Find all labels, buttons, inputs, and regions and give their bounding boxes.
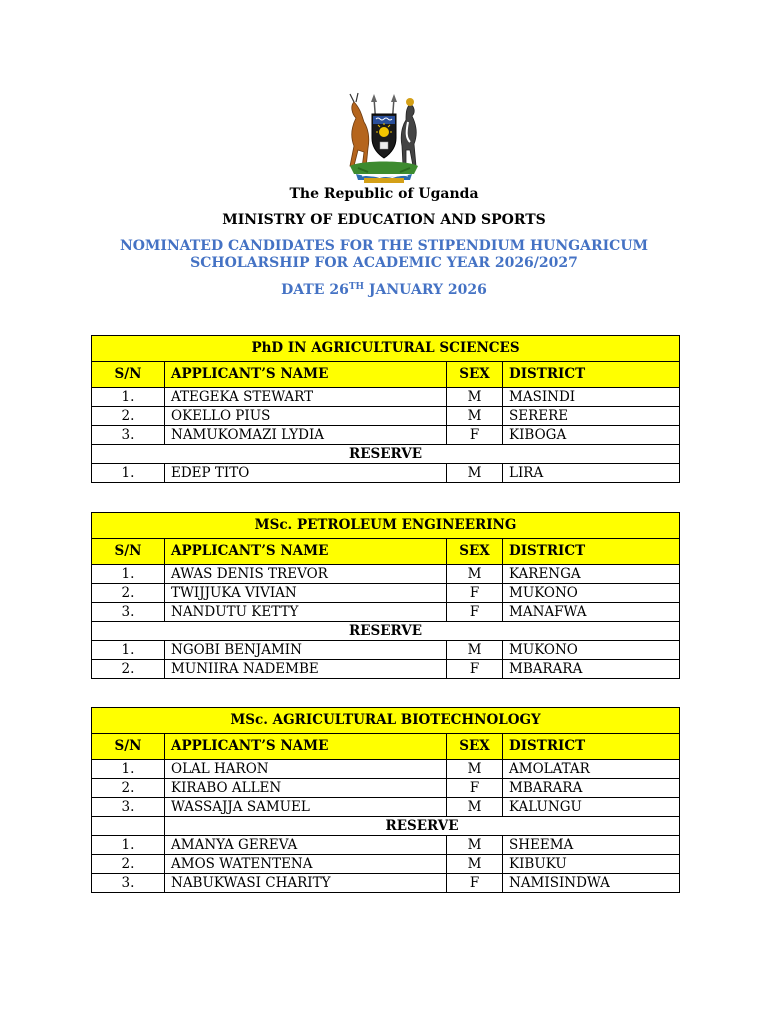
table-header-row (92, 362, 680, 388)
cell-name: KIRABO ALLEN (165, 779, 447, 798)
cell-sex: M (447, 760, 503, 779)
table-row (92, 760, 680, 779)
cell-sex: F (447, 660, 503, 679)
reserve-spacer (92, 817, 165, 836)
cell-sex: F (447, 603, 503, 622)
cell-name: AMOS WATENTENA (165, 855, 447, 874)
table-title-row (92, 336, 680, 362)
cell-sn: 3. (92, 874, 165, 893)
column-header-sn: S/N (92, 362, 165, 388)
cell-sn: 3. (92, 798, 165, 817)
table-row (92, 641, 680, 660)
reserve-label: RESERVE (165, 817, 680, 836)
reserve-label: RESERVE (92, 445, 680, 464)
column-header-sn: S/N (92, 539, 165, 565)
ministry-heading: MINISTRY OF EDUCATION AND SPORTS (222, 212, 546, 228)
table-row (92, 836, 680, 855)
table-row (92, 874, 680, 893)
cell-sn: 1. (92, 836, 165, 855)
column-header-district: DISTRICT (503, 539, 680, 565)
reserve-row (92, 622, 680, 641)
candidates-table (91, 512, 680, 679)
cell-sex: M (447, 641, 503, 660)
cell-name: NGOBI BENJAMIN (165, 641, 447, 660)
cell-sex: M (447, 836, 503, 855)
table-row (92, 779, 680, 798)
cell-sex: M (447, 388, 503, 407)
column-header-sex: SEX (447, 362, 503, 388)
cell-name: NABUKWASI CHARITY (165, 874, 447, 893)
cell-district: AMOLATAR (503, 760, 680, 779)
cell-name: EDEP TITO (165, 464, 447, 483)
cell-name: ATEGEKA STEWART (165, 388, 447, 407)
cell-sn: 3. (92, 426, 165, 445)
document-title-line-1: NOMINATED CANDIDATES FOR THE STIPENDIUM HUNGARICUM (119, 238, 649, 254)
table-title: MSc. AGRICULTURAL BIOTECHNOLOGY (92, 708, 680, 734)
table-header-row (92, 539, 680, 565)
cell-sex: M (447, 407, 503, 426)
cell-sn: 1. (92, 641, 165, 660)
cell-sex: F (447, 874, 503, 893)
coat-of-arms-emblem (340, 92, 428, 184)
cell-name: NANDUTU KETTY (165, 603, 447, 622)
cell-district: KIBUKU (503, 855, 680, 874)
cell-name: OKELLO PIUS (165, 407, 447, 426)
cell-sn: 1. (92, 464, 165, 483)
table-row (92, 464, 680, 483)
cell-district: SHEEMA (503, 836, 680, 855)
cell-district: SERERE (503, 407, 680, 426)
table-header-row (92, 734, 680, 760)
cell-district: MBARARA (503, 660, 680, 679)
cell-name: AMANYA GEREVA (165, 836, 447, 855)
cell-sn: 1. (92, 565, 165, 584)
cell-sex: M (447, 565, 503, 584)
cell-sn: 1. (92, 760, 165, 779)
cell-district: KARENGA (503, 565, 680, 584)
document-title (0, 238, 768, 272)
table-title: MSc. PETROLEUM ENGINEERING (92, 513, 680, 539)
table-row (92, 426, 680, 445)
reserve-row (92, 445, 680, 464)
column-header-name: APPLICANT’S NAME (165, 539, 447, 565)
cell-name: OLAL HARON (165, 760, 447, 779)
candidates-table (91, 335, 680, 483)
cell-name: MUNIIRA NADEMBE (165, 660, 447, 679)
cell-district: MBARARA (503, 779, 680, 798)
date-ordinal: TH (348, 282, 365, 292)
cell-sex: M (447, 798, 503, 817)
cell-district: KIBOGA (503, 426, 680, 445)
cell-district: KALUNGU (503, 798, 680, 817)
table-title: PhD IN AGRICULTURAL SCIENCES (92, 336, 680, 362)
candidates-table (91, 707, 680, 893)
cell-sex: F (447, 426, 503, 445)
cell-name: NAMUKOMAZI LYDIA (165, 426, 447, 445)
cell-sn: 2. (92, 660, 165, 679)
table-title-row (92, 513, 680, 539)
cell-district: LIRA (503, 464, 680, 483)
cell-sex: M (447, 464, 503, 483)
cell-district: MANAFWA (503, 603, 680, 622)
cell-sn: 2. (92, 855, 165, 874)
cell-sn: 1. (92, 388, 165, 407)
column-header-sex: SEX (447, 539, 503, 565)
table-row (92, 798, 680, 817)
reserve-row (92, 817, 680, 836)
table-row (92, 565, 680, 584)
cell-sex: F (447, 584, 503, 603)
table-title-row (92, 708, 680, 734)
date-suffix: JANUARY 2026 (364, 282, 487, 298)
cell-sn: 2. (92, 407, 165, 426)
column-header-sex: SEX (447, 734, 503, 760)
republic-heading: The Republic of Uganda (289, 186, 479, 202)
column-header-district: DISTRICT (503, 734, 680, 760)
reserve-label: RESERVE (92, 622, 680, 641)
table-row (92, 584, 680, 603)
column-header-name: APPLICANT’S NAME (165, 734, 447, 760)
document-title-line-2: SCHOLARSHIP FOR ACADEMIC YEAR 2026/2027 (190, 255, 578, 271)
cell-sn: 3. (92, 603, 165, 622)
cell-sex: M (447, 855, 503, 874)
column-header-sn: S/N (92, 734, 165, 760)
cell-name: WASSAJJA SAMUEL (165, 798, 447, 817)
table-row (92, 855, 680, 874)
cell-district: MUKONO (503, 641, 680, 660)
cell-name: AWAS DENIS TREVOR (165, 565, 447, 584)
cell-sex: F (447, 779, 503, 798)
table-row (92, 603, 680, 622)
cell-district: NAMISINDWA (503, 874, 680, 893)
cell-name: TWIJJUKA VIVIAN (165, 584, 447, 603)
cell-sn: 2. (92, 584, 165, 603)
date-prefix: DATE 26 (281, 282, 349, 298)
table-row (92, 660, 680, 679)
document-date (0, 282, 768, 298)
column-header-district: DISTRICT (503, 362, 680, 388)
cell-sn: 2. (92, 779, 165, 798)
cell-district: MASINDI (503, 388, 680, 407)
column-header-name: APPLICANT’S NAME (165, 362, 447, 388)
table-row (92, 388, 680, 407)
table-row (92, 407, 680, 426)
cell-district: MUKONO (503, 584, 680, 603)
